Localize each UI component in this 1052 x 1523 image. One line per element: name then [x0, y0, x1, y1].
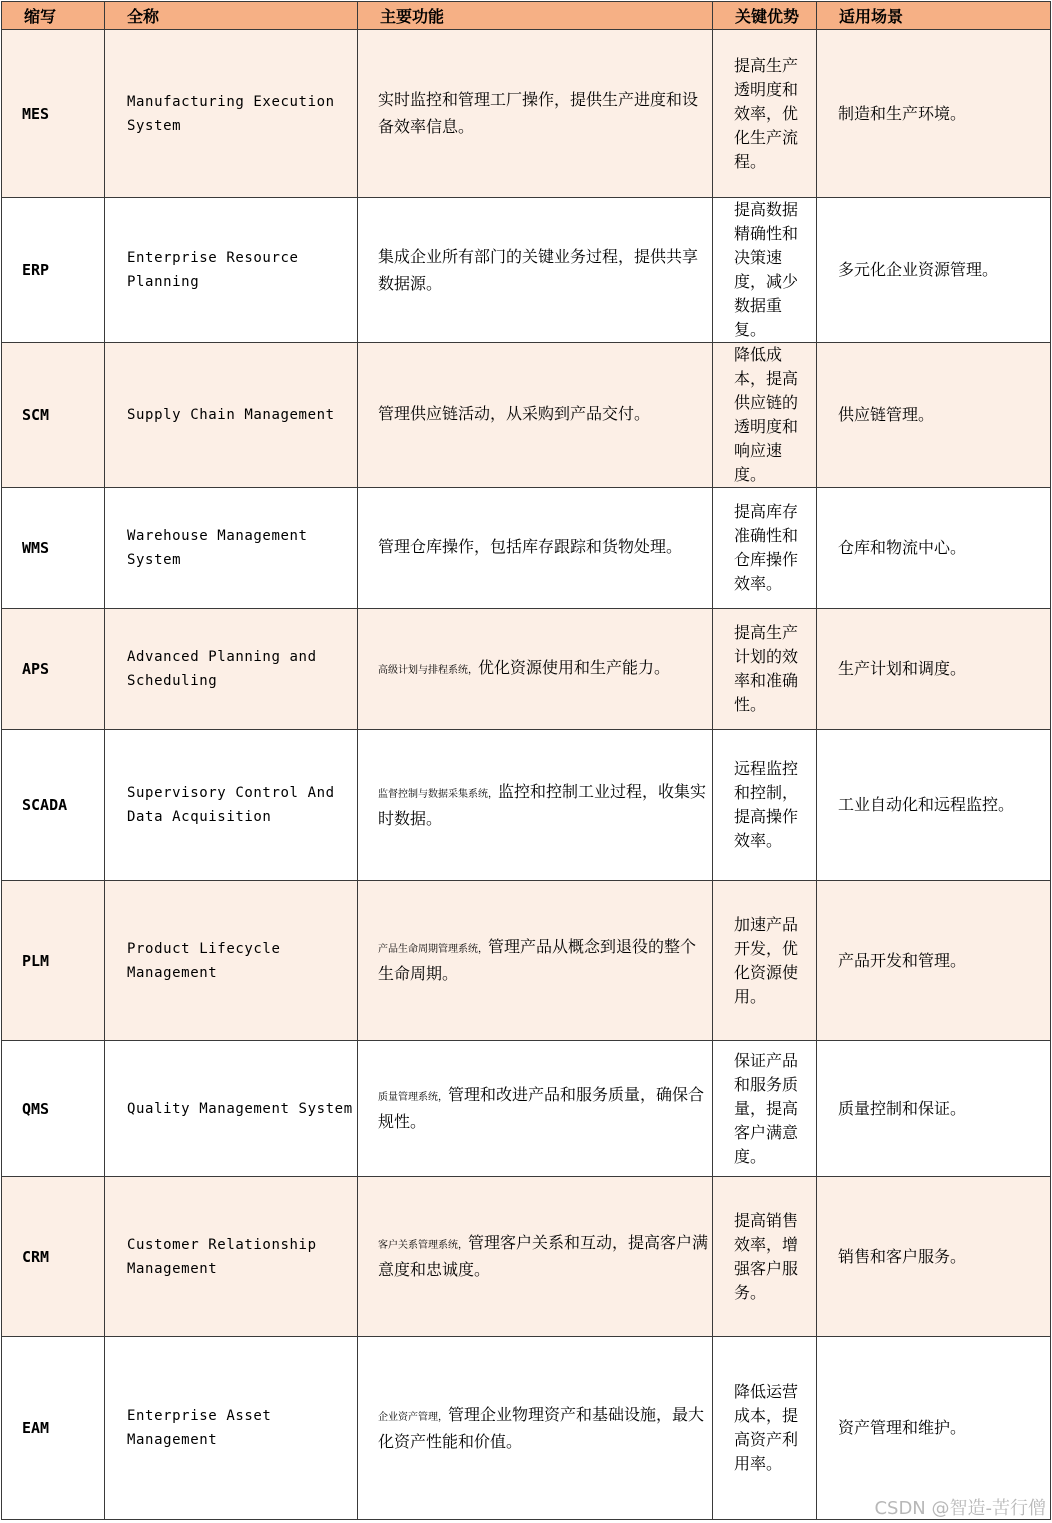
func-prefix: 产品生命周期管理系统，	[378, 944, 488, 955]
header-full: 全称	[105, 2, 358, 30]
header-row	[2, 2, 1051, 30]
cell-func	[358, 609, 713, 730]
func-text: 优化资源使用和生产能力。	[478, 657, 671, 677]
cell-scene: 多元化企业资源管理。	[817, 198, 1051, 343]
func-prefix: 高级计划与排程系统，	[378, 664, 478, 676]
header-func: 主要功能	[358, 2, 713, 30]
table-row	[2, 488, 1051, 609]
cell-full: Supply Chain Management	[105, 343, 358, 488]
cell-scene: 销售和客户服务。	[817, 1177, 1051, 1337]
cell-advantage: 降低成本，提高供应链的透明度和响应速度。	[713, 343, 817, 488]
cell-abbr: SCM	[2, 343, 105, 488]
cell-abbr: QMS	[2, 1041, 105, 1177]
header-abbr: 缩写	[2, 2, 105, 30]
func-prefix: 企业资产管理，	[378, 1411, 448, 1423]
func-text: 管理产品从概念到退役的整个生命周期。	[378, 937, 697, 983]
func-prefix: 客户关系管理系统，	[378, 1240, 468, 1251]
table-row	[2, 609, 1051, 730]
header-scene: 适用场景	[817, 2, 1051, 30]
systems-table	[1, 1, 1051, 1520]
cell-full: Enterprise Asset Management	[105, 1337, 358, 1520]
cell-advantage: 提高生产计划的效率和准确性。	[713, 609, 817, 730]
cell-abbr: CRM	[2, 1177, 105, 1337]
cell-func	[358, 1177, 713, 1337]
cell-abbr: APS	[2, 609, 105, 730]
table-row	[2, 343, 1051, 488]
func-text: 监控和控制工业过程，收集实时数据。	[378, 781, 707, 828]
cell-advantage: 降低运营成本，提高资产利用率。	[713, 1337, 817, 1520]
cell-abbr: SCADA	[2, 730, 105, 881]
cell-scene: 制造和生产环境。	[817, 30, 1051, 198]
cell-advantage: 提高数据精确性和决策速度，减少数据重复。	[713, 198, 817, 343]
cell-func	[358, 1041, 713, 1177]
cell-scene: 供应链管理。	[817, 343, 1051, 488]
cell-scene: 生产计划和调度。	[817, 609, 1051, 730]
table-row	[2, 1041, 1051, 1177]
cell-advantage: 加速产品开发，优化资源使用。	[713, 881, 817, 1041]
cell-abbr: ERP	[2, 198, 105, 343]
cell-advantage: 保证产品和服务质量，提高客户满意度。	[713, 1041, 817, 1177]
cell-full: Advanced Planning and Scheduling	[105, 609, 358, 730]
cell-func	[358, 1337, 713, 1520]
func-text: 管理和改进产品和服务质量，确保合规性。	[378, 1085, 705, 1131]
table-row	[2, 1337, 1051, 1520]
cell-scene: 仓库和物流中心。	[817, 488, 1051, 609]
cell-func	[358, 30, 713, 198]
cell-full: Product Lifecycle Management	[105, 881, 358, 1041]
header-adv: 关键优势	[713, 2, 817, 30]
cell-full: Supervisory Control And Data Acquisition	[105, 730, 358, 881]
table-row	[2, 198, 1051, 343]
cell-scene: 资产管理和维护。	[817, 1337, 1051, 1520]
cell-advantage: 提高库存准确性和仓库操作效率。	[713, 488, 817, 609]
table-row	[2, 30, 1051, 198]
cell-func	[358, 730, 713, 881]
cell-func	[358, 881, 713, 1041]
table-row	[2, 881, 1051, 1041]
cell-scene: 质量控制和保证。	[817, 1041, 1051, 1177]
cell-advantage: 提高生产透明度和效率，优化生产流程。	[713, 30, 817, 198]
func-text: 实时监控和管理工厂操作，提供生产进度和设备效率信息。	[378, 90, 699, 136]
cell-full: Warehouse Management System	[105, 488, 358, 609]
func-text: 管理客户关系和互动，提高客户满意度和忠诚度。	[378, 1233, 709, 1279]
cell-func	[358, 343, 713, 488]
cell-abbr: WMS	[2, 488, 105, 609]
table-row	[2, 1177, 1051, 1337]
cell-advantage: 远程监控和控制，提高操作效率。	[713, 730, 817, 881]
cell-advantage: 提高销售效率，增强客户服务。	[713, 1177, 817, 1337]
func-text: 管理仓库操作，包括库存跟踪和货物处理。	[378, 536, 683, 556]
cell-scene: 产品开发和管理。	[817, 881, 1051, 1041]
cell-abbr: MES	[2, 30, 105, 198]
func-text: 管理企业物理资产和基础设施，最大化资产性能和价值。	[378, 1404, 705, 1451]
cell-full: Customer Relationship Management	[105, 1177, 358, 1337]
func-text: 集成企业所有部门的关键业务过程，提供共享数据源。	[378, 246, 699, 293]
func-prefix: 质量管理系统，	[378, 1092, 448, 1103]
cell-full: Enterprise Resource Planning	[105, 198, 358, 343]
table-row	[2, 730, 1051, 881]
cell-abbr: EAM	[2, 1337, 105, 1520]
func-text: 管理供应链活动，从采购到产品交付。	[378, 403, 651, 423]
cell-full: Quality Management System	[105, 1041, 358, 1177]
cell-full: Manufacturing Execution System	[105, 30, 358, 198]
watermark: CSDN @智造-苦行僧	[874, 1498, 1046, 1519]
cell-func	[358, 198, 713, 343]
cell-func	[358, 488, 713, 609]
cell-abbr: PLM	[2, 881, 105, 1041]
func-prefix: 监督控制与数据采集系统，	[378, 788, 498, 800]
cell-scene: 工业自动化和远程监控。	[817, 730, 1051, 881]
